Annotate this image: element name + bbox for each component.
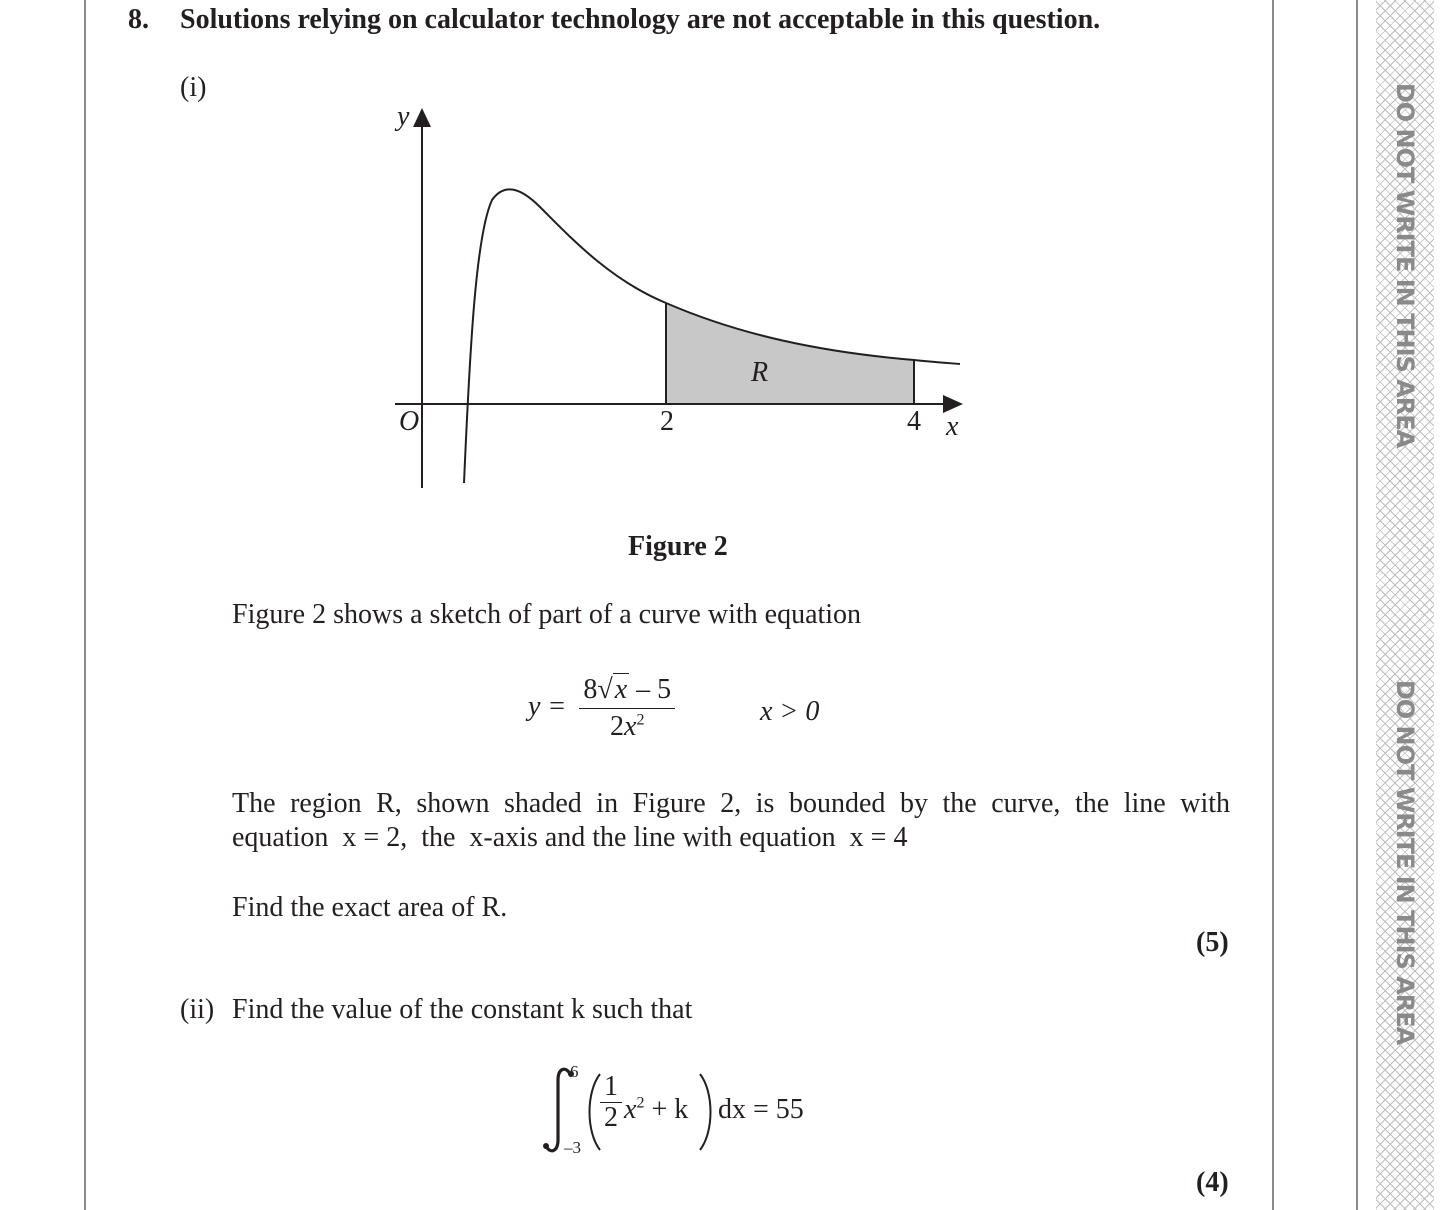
sqrt-sign: √	[597, 674, 613, 705]
equation-numerator	[579, 674, 675, 709]
num-var: x	[614, 674, 628, 705]
num-rest: – 5	[636, 674, 672, 705]
den-exp: 2	[636, 711, 645, 729]
part-ii-task: Find the value of the constant k such that	[232, 994, 693, 1025]
region-description-line2: equation x = 2, the x-axis and the line with equation x = 4	[232, 822, 908, 853]
curve-equation	[528, 674, 675, 743]
integrand-plus-k: + k	[651, 1094, 689, 1125]
integral-dx: dx	[718, 1094, 746, 1125]
frac-num: 1	[600, 1072, 622, 1103]
y-axis-label: y	[397, 101, 410, 132]
part-i-task: Find the exact area of R.	[232, 892, 508, 923]
integral-equals: = 55	[753, 1094, 804, 1125]
equation-denominator	[579, 709, 675, 743]
part-i-marks: (5)	[1196, 927, 1229, 958]
part-ii-marks: (4)	[1196, 1167, 1229, 1198]
region-description-line1: The region R, shown shaded in Figure 2, is bounded by the curve, the line with	[232, 788, 1230, 819]
margin-label-bottom: DO NOT WRITE IN THIS AREA	[1391, 679, 1419, 1045]
x-axis-label: x	[946, 411, 959, 442]
den-coef: 2	[610, 711, 625, 742]
origin-label: O	[399, 406, 420, 437]
margin-line	[1356, 0, 1358, 1210]
den-var: x	[624, 711, 637, 742]
frac-den: 2	[604, 1102, 618, 1133]
integrand-exp: 2	[636, 1094, 645, 1112]
integral-upper-limit: 6	[570, 1062, 579, 1081]
integral-lower-limit: –3	[564, 1138, 581, 1157]
integral-expression	[540, 1062, 840, 1162]
equation-lhs: y =	[528, 690, 567, 722]
question-number: 8.	[128, 4, 149, 35]
page-border-right	[1272, 0, 1274, 1210]
y-axis-arrow	[413, 108, 431, 127]
region-label: R	[751, 357, 769, 388]
part-i-label: (i)	[180, 72, 207, 103]
integrand-term	[624, 1094, 688, 1126]
equation-fraction	[579, 674, 675, 743]
integrand-var: x	[624, 1094, 637, 1125]
part-ii-label: (ii)	[180, 994, 215, 1025]
figure-2	[380, 95, 980, 505]
equation-condition: x > 0	[760, 696, 820, 727]
x-tick-4: 4	[907, 406, 921, 437]
num-coef: 8	[583, 674, 598, 705]
x-tick-2: 2	[660, 406, 674, 437]
figure-caption: Figure 2	[628, 531, 728, 562]
integrand-fraction	[600, 1072, 622, 1133]
integral-dx-equals	[718, 1094, 804, 1126]
page-border-left	[84, 0, 86, 1210]
part-i-intro: Figure 2 shows a sketch of part of a curve with equation	[232, 599, 862, 630]
question-instruction: Solutions relying on calculator technology are not acceptable in this question.	[180, 4, 1101, 35]
right-paren	[696, 1072, 716, 1152]
margin-label-top: DO NOT WRITE IN THIS AREA	[1391, 82, 1419, 448]
